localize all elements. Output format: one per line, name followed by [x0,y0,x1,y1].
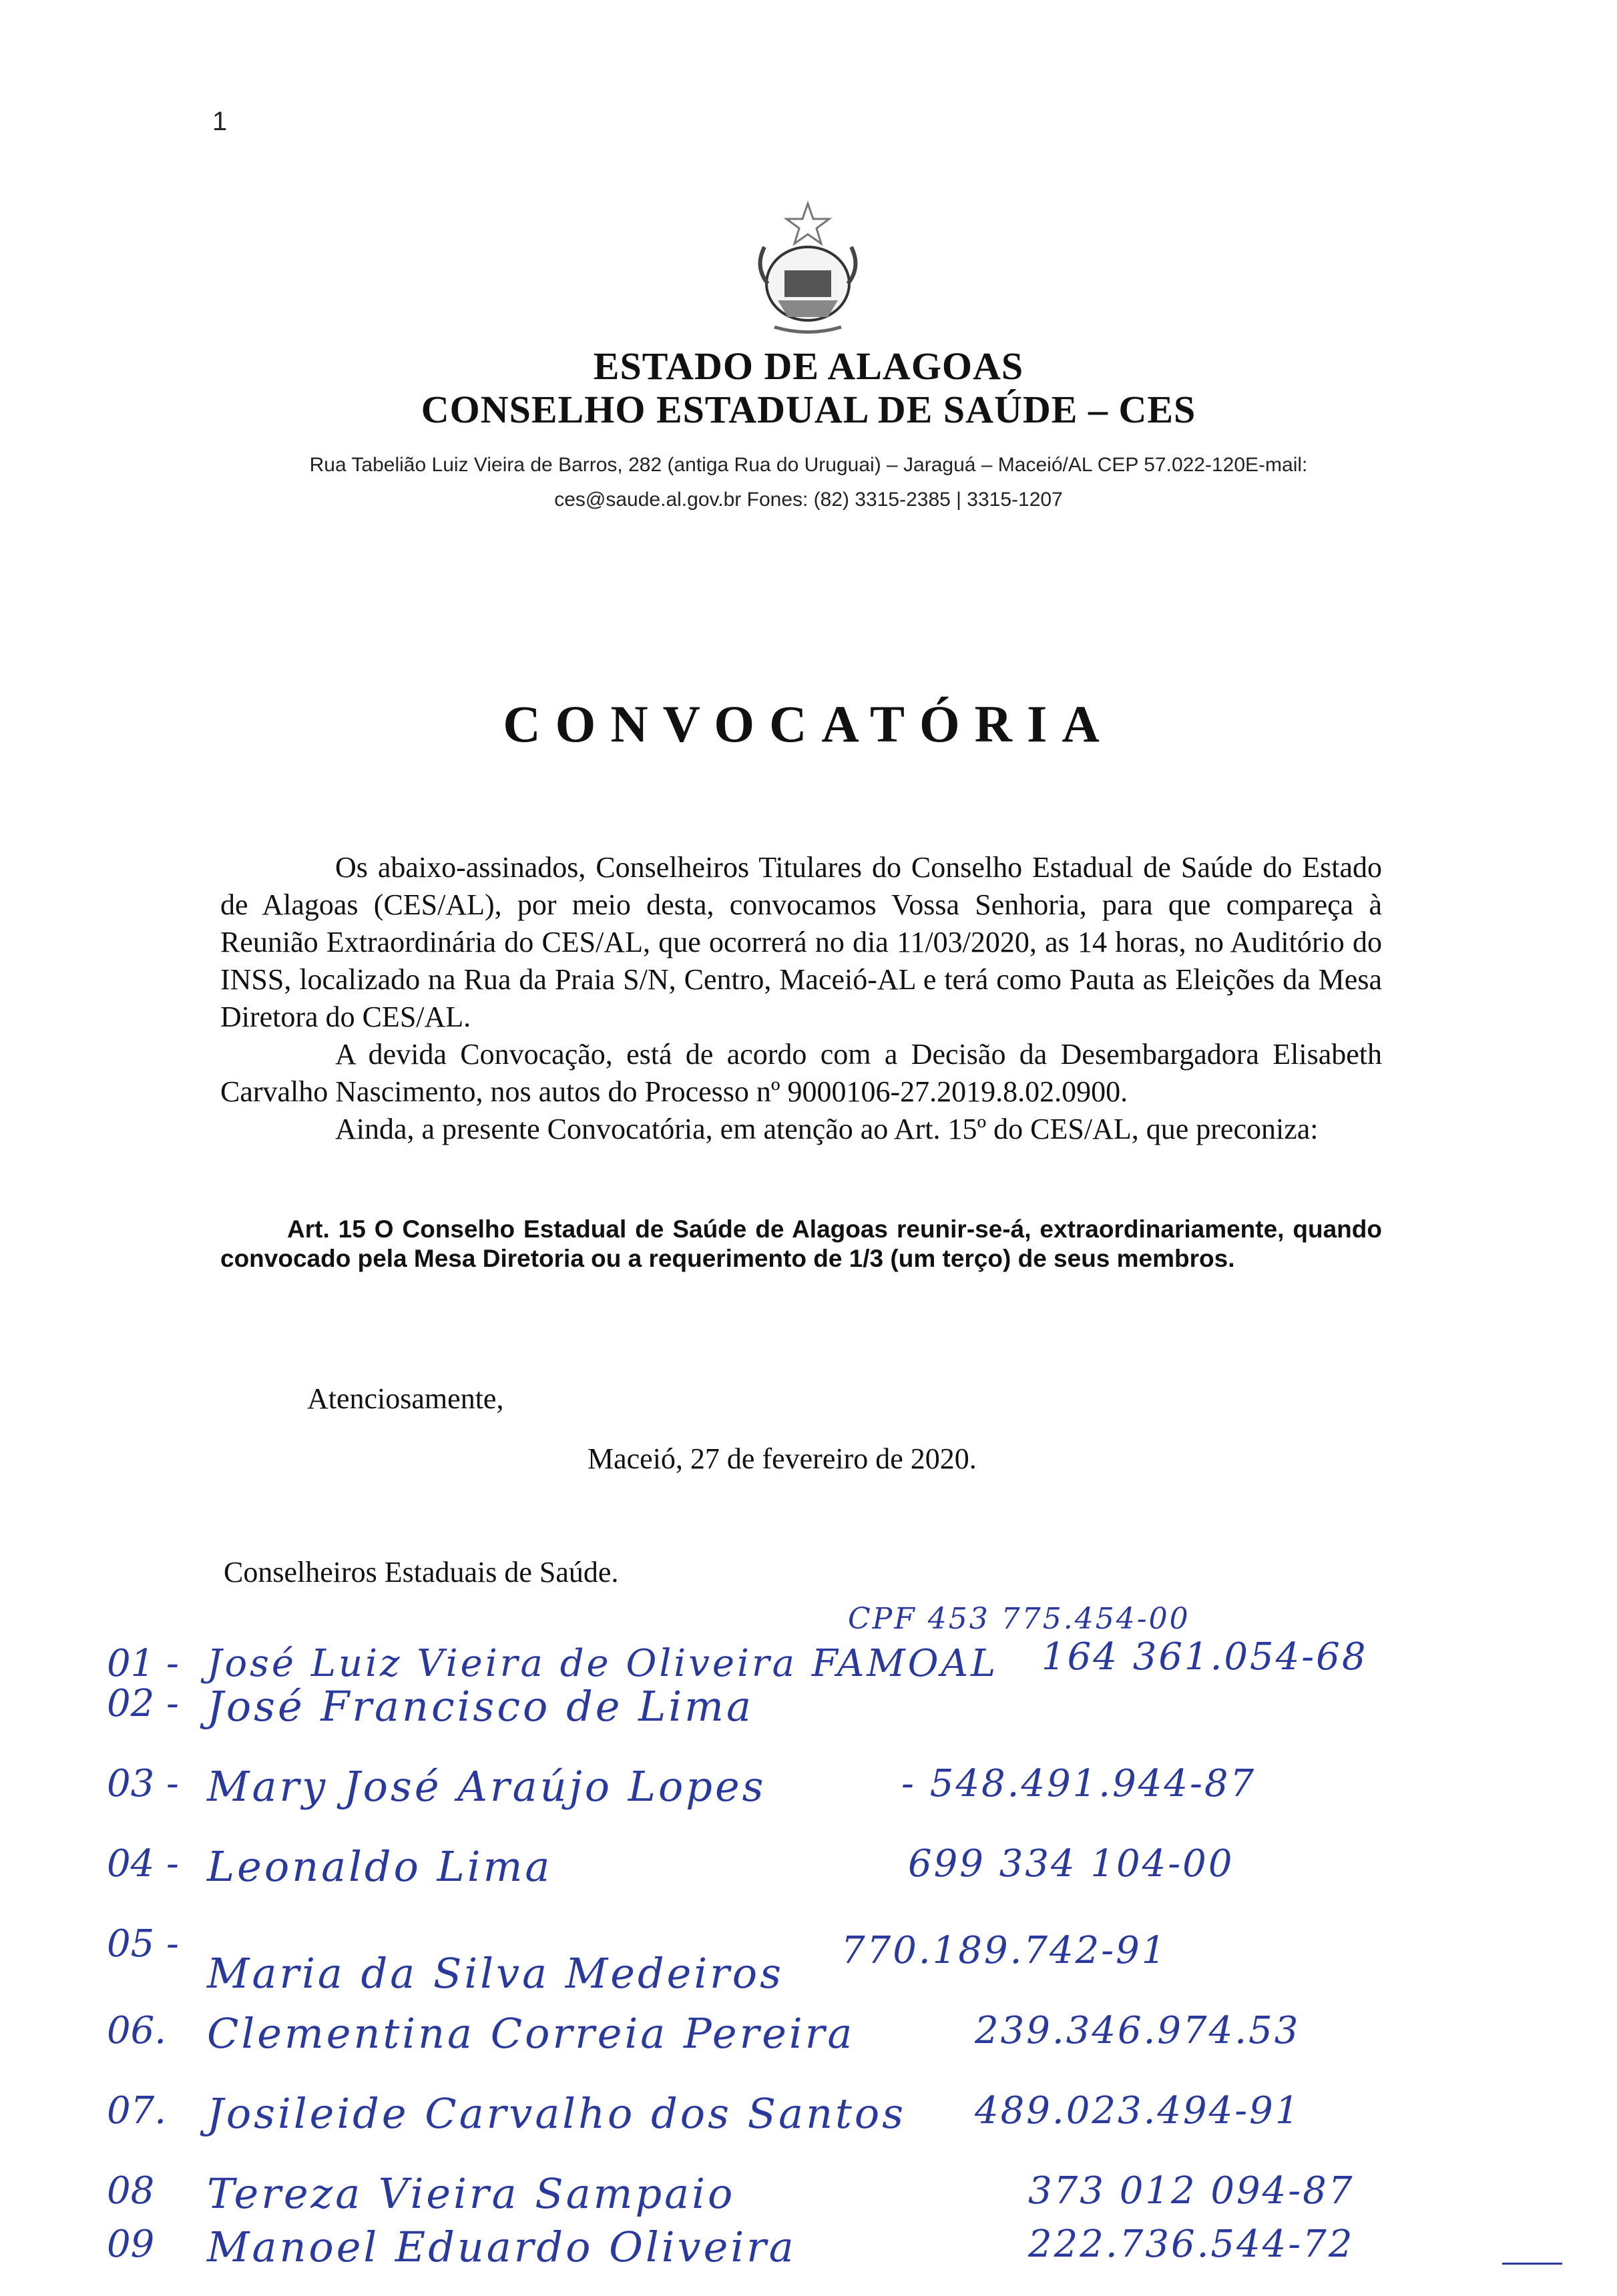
signature-document: 222.736.544-72 [1028,2223,1355,2266]
signature-document: 373 012 094-87 [1028,2169,1355,2213]
signature-row [107,2223,1596,2296]
paragraph-article-reference: Ainda, a presente Convocatória, em atenção ao Art. 15º do CES/AL, que preconiza: [335,1113,1319,1145]
signature-document: 770.189.742-91 [841,1929,1168,1972]
signature-number: 06. [107,2009,167,2052]
signature-document: - 548.491.944-87 [901,1762,1256,1805]
paragraph-decision: A devida Convocação, está de acordo com a Decisão da Desembargadora Elisabeth Carvalho Nascimento, nos autos do Processo nº 9000106-27.2019.8.02.0900. [220,1038,1382,1108]
signatories-label: Conselheiros Estaduais de Saúde. [224,1556,619,1589]
signature-row [107,2009,1596,2082]
signature-row [107,1762,1596,1835]
signature-document: 164 361.054-68 [1042,1635,1368,1679]
state-heading: ESTADO DE ALAGOAS [593,344,1024,388]
signature-name: Manoel Eduardo Oliveira [207,2223,796,2271]
signature-number: 09 [107,2223,155,2266]
signature-document: CPF 453 775.454-00 [848,1602,1190,1636]
signature-number: 07. [107,2089,167,2132]
signature-name: Tereza Vieira Sampaio [207,2169,736,2218]
signature-name: Clementina Correia Pereira [207,2009,855,2058]
signature-row [107,2089,1596,2163]
signature-number: 02 - [107,1682,179,1725]
signature-row [107,1922,1596,1996]
council-heading: CONSELHO ESTADUAL DE SAÚDE – CES [421,388,1196,431]
signature-document: 239.346.974.53 [975,2009,1301,2052]
signature-document: 489.023.494-91 [975,2089,1301,2132]
document-title: CONVOCATÓRIA [503,695,1114,753]
signature-name: Mary José Araújo Lopes [207,1762,766,1811]
signature-name: José Luiz Vieira de Oliveira FAMOAL [207,1642,999,1685]
signature-number: 04 - [107,1842,179,1886]
signature-number: 01 - [107,1642,179,1685]
page-number: 1 [212,107,228,136]
signature-row [107,1842,1596,1916]
coat-of-arms-seal [728,200,888,340]
signature-number: 05 - [107,1922,179,1966]
regards-text: Atenciosamente, [307,1382,504,1415]
address-line: Rua Tabelião Luiz Vieira de Barros, 282 (antiga Rua do Uruguai) – Jaraguá – Maceió/AL CEP 57.022-120E-mail: [309,454,1308,476]
signature-name: Josileide Carvalho dos Santos [207,2089,907,2138]
end-line-mark [1502,2263,1562,2265]
contact-line: ces@saude.al.gov.br Fones: (82) 3315-2385 | 3315-1207 [554,489,1063,511]
place-date: Maceió, 27 de fevereiro de 2020. [588,1442,977,1475]
article-quote: Art. 15 O Conselho Estadual de Saúde de Alagoas reunir-se-á, extraordinariamente, quando convocado pela Mesa Diretoria ou a requerimento de 1/3 (um terço) de seus membros. [220,1215,1382,1272]
signature-number: 08 [107,2169,155,2213]
signature-name: Maria da Silva Medeiros [207,1949,784,1998]
signature-document: 699 334 104-00 [908,1842,1234,1886]
signature-name: José Francisco de Lima [207,1682,754,1731]
signature-name: Leonaldo Lima [207,1842,553,1891]
signature-number: 03 - [107,1762,179,1805]
paragraph-convocation: Os abaixo-assinados, Conselheiros Titulares do Conselho Estadual de Saúde do Estado de Alagoas (CES/AL), por meio desta, convocamos Vossa Senhoria, para que compareça à Reunião Extraordinária do CES/AL, que ocorrerá no dia 11/03/2020, as 14 horas, no Auditório do INSS, localizado na Rua da Praia S/N, Centro, Maceió-AL e terá como Pauta as Eleições da Mesa Diretora do CES/AL. [220,851,1382,1033]
